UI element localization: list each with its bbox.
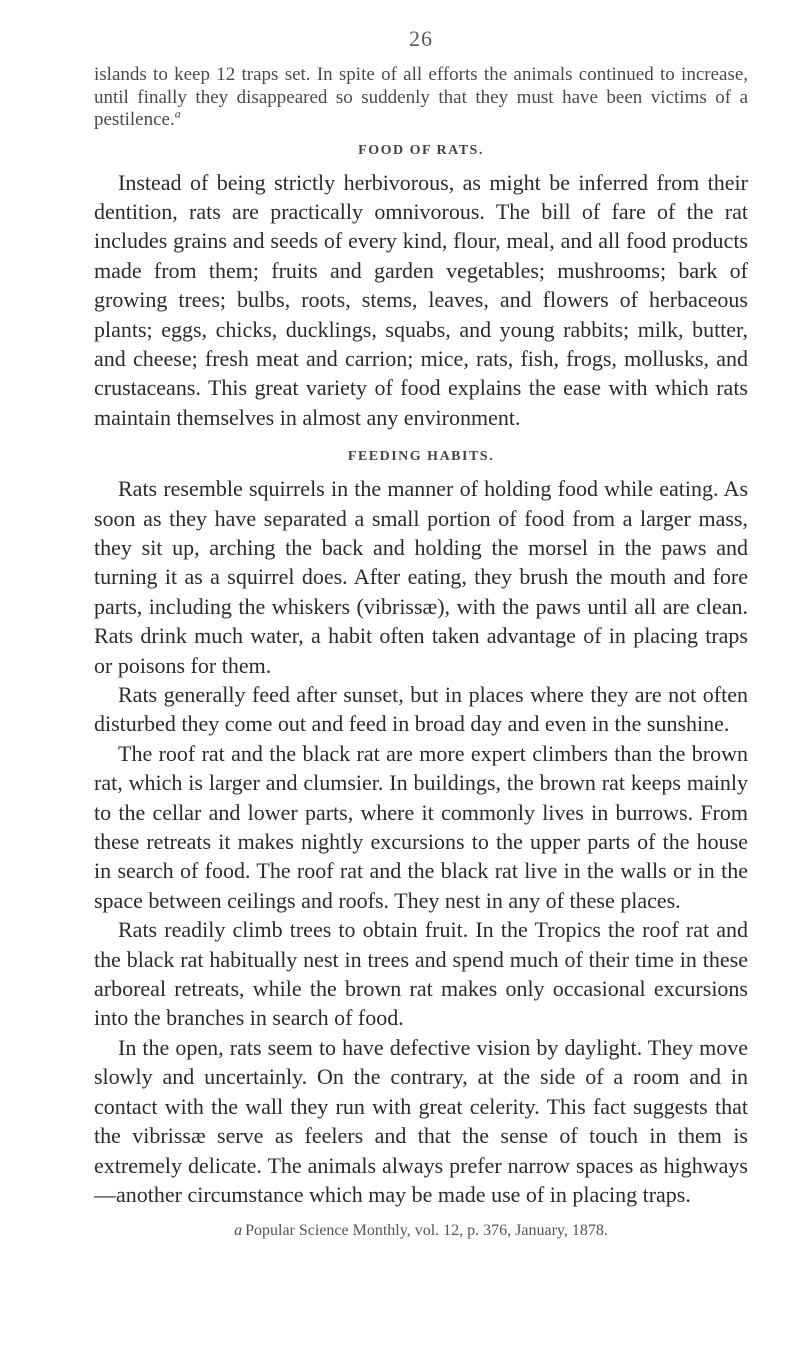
paragraph-feeding-5: In the open, rats seem to have defective vision by daylight. They move slowly and uncertainly. On the contrary, at the side of a room and in contact with the wall they run with great celerity. This fact suggests that the vibrissæ serve as feelers and that the sense of touch in them is extremely delicate. The animals always prefer narrow spaces as highways—another circumstance which may be made use of in placing traps. <box>94 1034 748 1207</box>
intro-line-1: islands to keep 12 traps set. In spite of all efforts the animals <box>94 64 573 85</box>
intro-line-2: continued to increase, until finally they disappeared so suddenly <box>94 64 749 108</box>
intro-line-3: that they must have been victims of a pestilence. <box>94 86 749 130</box>
intro-paragraph <box>94 64 748 132</box>
heading-food-of-rats: FOOD OF RATS. <box>358 142 484 158</box>
footnote-text: Popular Science Monthly, vol. 12, p. 376, January, 1878. <box>245 1222 608 1240</box>
footnote-mark: a <box>234 1222 243 1240</box>
paragraph-feeding-3: The roof rat and the black rat are more expert climbers than the brown rat, which is larger and clumsier. In buildings, the brown rat keeps mainly to the cellar and lower parts, where it commonly lives in burrows. From these retreats it makes nightly excursions to the upper parts of the house in search of food. The roof rat and the black rat live in the walls or in the space between ceilings and roofs. They nest in any of these places. <box>94 740 748 913</box>
footnote-reference: a <box>174 106 181 121</box>
footnote <box>94 1221 748 1241</box>
paragraph-food: Instead of being strictly herbivorous, as might be inferred from their dentition, rats are practically omnivorous. The bill of fare of the rat includes grains and seeds of every kind, flour, meal, and all food products made from them; fruits and garden vegetables; mushrooms; bark of growing trees; bulbs, roots, stems, leaves, and flowers of herbaceous plants; eggs, chicks, ducklings, squabs, and young rabbits; milk, butter, and cheese; fresh meat and carrion; mice, rats, fish, frogs, mollusks, and crustaceans. This great variety of food explains the ease with which rats maintain themselves in almost any environment. <box>94 169 748 430</box>
heading-feeding-habits: FEEDING HABITS. <box>347 449 495 465</box>
paragraph-feeding-1: Rats resemble squirrels in the manner of holding food while eating. As soon as they have separated a small portion of food from a larger mass, they sit up, arching the back and holding the morsel in the paws and turning it as a squirrel does. After eating, they brush the mouth and fore parts, including the whiskers (vibrissæ), with the paws until all are clean. Rats drink much water, a habit often taken advantage of in placing traps or poisons for them. <box>94 476 748 678</box>
paragraph-feeding-2: Rats generally feed after sunset, but in places where they are not often disturbed they come out and feed in broad day and even in the sunshine. <box>94 682 748 737</box>
page-number: 26 <box>409 26 433 51</box>
paragraph-feeding-4: Rats readily climb trees to obtain fruit. In the Tropics the roof rat and the black rat habitually nest in trees and spend much of their time in these arboreal retreats, while the brown rat makes only occasional excursions into the branches in search of food. <box>94 917 748 1031</box>
